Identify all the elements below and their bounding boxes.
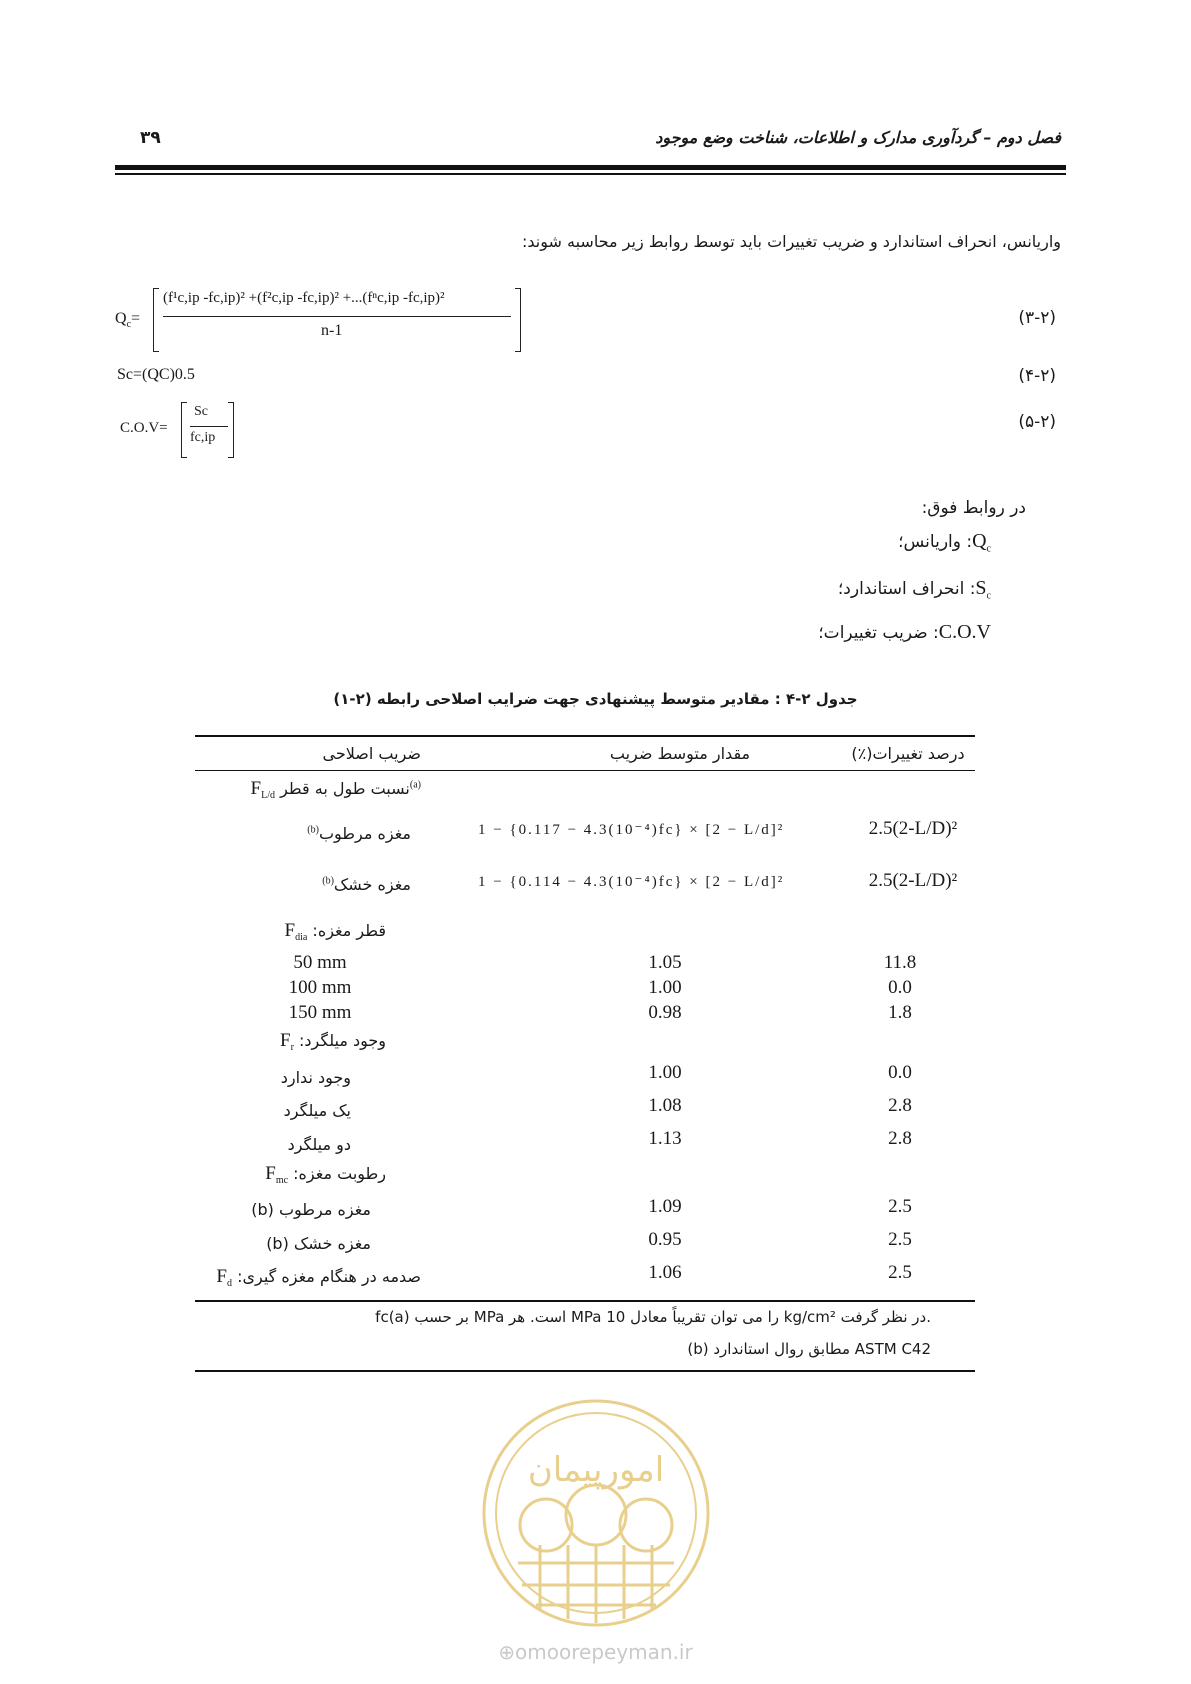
watermark-url: ⊕omoorepeyman.ir bbox=[498, 1640, 693, 1664]
table-caption: جدول ۲-۴ : مقادیر متوسط پیشنهادی جهت ضرایب اصلاحی رابطه (۲-۱) bbox=[333, 690, 858, 708]
definition-cov: : ضریب تغییرات؛C.O.V bbox=[818, 621, 991, 643]
column-header-mean: مقدار متوسط ضریب bbox=[609, 744, 751, 763]
ld-row-formula: 1 − {0.114 − 4.3(10⁻⁴)fc} × [2 − L/d]² bbox=[478, 874, 785, 890]
rebar-row-mean: 1.08 bbox=[648, 1095, 682, 1116]
equation-lhs: $Q_c=$ bbox=[115, 310, 141, 331]
dia-row-variation: 0.0 bbox=[888, 977, 912, 998]
dia-row-label: 50 mm bbox=[293, 952, 347, 973]
rebar-row-variation: 2.8 bbox=[888, 1095, 912, 1116]
publisher-logo bbox=[478, 1395, 714, 1631]
table-footnote: (b) مطابق روال استاندارد ASTM C42 bbox=[687, 1340, 931, 1358]
ld-row-variation: 2.5(2-L/D)² bbox=[868, 870, 958, 891]
rebar-row-label: وجود ندارد bbox=[280, 1068, 351, 1087]
moisture-row-mean: 1.09 bbox=[648, 1196, 682, 1217]
table-footnote: fc(a) بر حسب MPa است. هر MPa را می توان تقریباً معادل 10 kg/cm² در نظر گرفت. bbox=[375, 1308, 931, 1326]
equation-numerator: Sc bbox=[194, 404, 208, 419]
rebar-row-label: دو میلگرد bbox=[287, 1135, 351, 1154]
damage-row-variation: 2.5 bbox=[888, 1262, 912, 1283]
rebar-row-variation: 2.8 bbox=[888, 1128, 912, 1149]
dia-row-mean: 1.00 bbox=[648, 977, 682, 998]
equation-cov bbox=[120, 400, 240, 460]
equation-number: (۴-۲) bbox=[1018, 366, 1056, 386]
page-number: ۳۹ bbox=[140, 128, 161, 148]
ld-row-formula: 1 − {0.117 − 4.3(10⁻⁴)fc} × [2 − L/d]² bbox=[478, 822, 785, 838]
equation-variance bbox=[115, 288, 535, 353]
dia-row-variation: 1.8 bbox=[888, 1002, 912, 1023]
rebar-row-mean: 1.00 bbox=[648, 1062, 682, 1083]
equation-denominator: n-1 bbox=[321, 322, 343, 339]
table-header-rule bbox=[195, 770, 975, 771]
intro-paragraph: واریانس، انحراف استاندارد و ضریب تغییرات باید توسط روابط زیر محاسبه شوند: bbox=[522, 232, 1061, 251]
equation-denominator: fc,ip bbox=[190, 430, 216, 445]
globe-icon: ⊕ bbox=[498, 1640, 516, 1664]
moisture-row-mean: 0.95 bbox=[648, 1229, 682, 1250]
dia-row-variation: 11.8 bbox=[883, 952, 917, 973]
moisture-row-variation: 2.5 bbox=[888, 1229, 912, 1250]
equation-lhs: C.O.V= bbox=[120, 420, 168, 436]
moisture-row-variation: 2.5 bbox=[888, 1196, 912, 1217]
rebar-row-variation: 0.0 bbox=[888, 1062, 912, 1083]
seal-icon bbox=[478, 1395, 714, 1631]
dia-row-label: 100 mm bbox=[288, 977, 352, 998]
moisture-row-label: (b) مغزه خشک bbox=[266, 1234, 371, 1253]
dia-row-mean: 1.05 bbox=[648, 952, 682, 973]
header-rule-thin bbox=[115, 173, 1066, 175]
ld-row-label: $^{(b)}$مغزه خشک bbox=[322, 875, 411, 894]
definitions-heading: در روابط فوق: bbox=[921, 498, 1026, 518]
column-header-factor: ضریب اصلاحی bbox=[322, 744, 421, 763]
logo-lettering: امورپیمان bbox=[527, 1450, 665, 1490]
table-bottom-rule bbox=[195, 1300, 975, 1302]
rebar-row-mean: 1.13 bbox=[648, 1128, 682, 1149]
table-footnote-rule bbox=[195, 1370, 975, 1372]
definition-std-dev: : انحراف $استاندارد؛S_c$ bbox=[837, 577, 991, 602]
equation-std-dev: Sc=(QC)0.5 bbox=[117, 366, 195, 383]
damage-row-label: صدمه در هنگام مغزه گیری: $F_d$ bbox=[216, 1266, 421, 1290]
column-header-variation: درصد تغییرات(٪) bbox=[851, 744, 965, 763]
equation-numerator: (f¹c,ip -fc,ip)² +(f²c,ip -fc,ip)² +...(fⁿc,ip -fc,ip)² bbox=[163, 290, 445, 306]
table-top-rule bbox=[195, 735, 975, 737]
damage-row-mean: 1.06 bbox=[648, 1262, 682, 1283]
rebar-row-label: یک میلگرد bbox=[283, 1101, 351, 1120]
group-ld-label: $^{(a)}$نسبت طول به قطر $F_{L/d}$ bbox=[250, 778, 421, 802]
ld-row-variation: 2.5(2-L/D)² bbox=[868, 818, 958, 839]
group-moisture-label: رطوبت مغزه: $F_{mc}$ bbox=[265, 1163, 386, 1187]
definition-variance: $Q_c$: واریانس؛ bbox=[898, 530, 991, 555]
header-rule bbox=[115, 165, 1066, 170]
moisture-row-label: (b) مغزه مرطوب bbox=[251, 1200, 371, 1219]
ld-row-label: $^{(b)}$مغزه مرطوب bbox=[307, 824, 411, 843]
running-head: فصل دوم – گردآوری مدارک و اطلاعات، شناخت وضع موجود bbox=[655, 128, 1061, 147]
group-rebar-label: وجود میلگرد: $F_r$ bbox=[280, 1030, 386, 1054]
group-dia-label: قطر مغزه: $F_{dia}$ bbox=[284, 920, 386, 944]
dia-row-label: 150 mm bbox=[288, 1002, 352, 1023]
equation-number: (۳-۲) bbox=[1018, 308, 1056, 328]
dia-row-mean: 0.98 bbox=[648, 1002, 682, 1023]
equation-number: (۵-۲) bbox=[1018, 412, 1056, 432]
